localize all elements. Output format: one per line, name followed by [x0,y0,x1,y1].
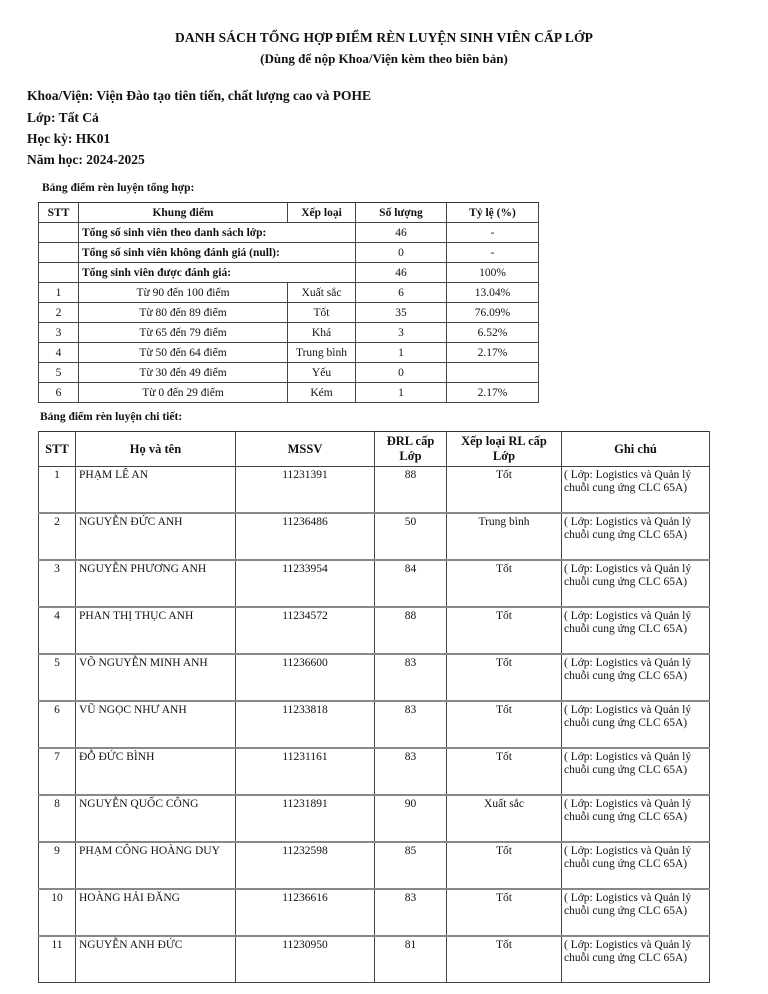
student-score: 84 [375,560,447,607]
summary-total-stt [39,223,79,243]
summary-total-label: Tổng sinh viên được đánh giá: [79,263,356,283]
student-row [39,936,710,983]
summary-ratio: 2.17% [447,343,539,363]
summary-total-row [39,223,539,243]
student-score: 83 [375,748,447,795]
summary-rank: Yếu [288,363,356,383]
student-name: NGUYỄN PHƯƠNG ANH [76,560,236,607]
detail-header-note: Ghi chú [562,432,710,467]
year-info: Năm học: 2024-2025 [27,152,145,167]
detail-header-score: ĐRL cấp Lớp [375,432,447,467]
summary-total-row [39,263,539,283]
summary-total-row [39,243,539,263]
student-row [39,842,710,889]
student-mssv: 11232598 [236,842,375,889]
summary-total-ratio: 100% [447,263,539,283]
student-note: ( Lớp: Logistics và Quản lý chuỗi cung ứng CLC 65A) [562,795,710,842]
summary-stt: 2 [39,303,79,323]
detail-table [38,431,710,983]
summary-count: 1 [356,383,447,403]
student-rank: Tốt [447,842,562,889]
student-row [39,607,710,654]
summary-range: Từ 30 đến 49 điểm [79,363,288,383]
student-score: 88 [375,467,447,514]
summary-row [39,343,539,363]
summary-range: Từ 50 đến 64 điểm [79,343,288,363]
summary-row [39,303,539,323]
student-score: 81 [375,936,447,983]
summary-section-label: Bảng điểm rèn luyện tổng hợp: [42,182,195,194]
summary-total-label: Tổng số sinh viên theo danh sách lớp: [79,223,356,243]
summary-rank: Xuất sắc [288,283,356,303]
student-row [39,513,710,560]
detail-header-name: Họ và tên [76,432,236,467]
summary-ratio [447,363,539,383]
summary-total-stt [39,243,79,263]
summary-table [38,202,539,403]
summary-total-stt [39,263,79,283]
student-name: NGUYỄN ĐỨC ANH [76,513,236,560]
summary-total-count: 0 [356,243,447,263]
summary-total-count: 46 [356,223,447,243]
student-note: ( Lớp: Logistics và Quản lý chuỗi cung ứng CLC 65A) [562,513,710,560]
student-stt: 1 [39,467,76,514]
student-stt: 11 [39,936,76,983]
student-row [39,467,710,514]
student-row [39,748,710,795]
student-row [39,795,710,842]
student-row [39,560,710,607]
summary-rank: Khá [288,323,356,343]
student-name: NGUYỄN ANH ĐỨC [76,936,236,983]
summary-ratio: 13.04% [447,283,539,303]
document-title: DANH SÁCH TỔNG HỢP ĐIỂM RÈN LUYỆN SINH VIÊN CẤP LỚP [175,30,593,45]
student-note: ( Lớp: Logistics và Quản lý chuỗi cung ứng CLC 65A) [562,748,710,795]
summary-row [39,383,539,403]
student-mssv: 11230950 [236,936,375,983]
summary-stt: 5 [39,363,79,383]
student-stt: 2 [39,513,76,560]
summary-range: Từ 65 đến 79 điểm [79,323,288,343]
summary-total-label: Tổng số sinh viên không đánh giá (null): [79,243,356,263]
summary-total-count: 46 [356,263,447,283]
student-stt: 5 [39,654,76,701]
summary-count: 6 [356,283,447,303]
student-score: 83 [375,701,447,748]
summary-stt: 3 [39,323,79,343]
summary-range: Từ 90 đến 100 điểm [79,283,288,303]
summary-ratio: 6.52% [447,323,539,343]
student-stt: 10 [39,889,76,936]
student-name: PHAN THỊ THỤC ANH [76,607,236,654]
student-stt: 7 [39,748,76,795]
semester-info: Học kỳ: HK01 [27,131,111,146]
student-name: HOÀNG HẢI ĐĂNG [76,889,236,936]
detail-section-label: Bảng điểm rèn luyện chi tiết: [40,411,183,423]
student-row [39,701,710,748]
detail-header-stt: STT [39,432,76,467]
student-mssv: 11236600 [236,654,375,701]
student-rank: Tốt [447,607,562,654]
student-name: PHẠM CÔNG HOÀNG DUY [76,842,236,889]
student-score: 85 [375,842,447,889]
student-rank: Tốt [447,748,562,795]
student-score: 88 [375,607,447,654]
summary-count: 35 [356,303,447,323]
class-info: Lớp: Tất Cả [27,110,99,125]
student-name: VŨ NGỌC NHƯ ANH [76,701,236,748]
student-mssv: 11236616 [236,889,375,936]
summary-total-ratio: - [447,243,539,263]
student-name: VÕ NGUYỄN MINH ANH [76,654,236,701]
summary-stt: 4 [39,343,79,363]
summary-stt: 1 [39,283,79,303]
student-score: 50 [375,513,447,560]
student-mssv: 11234572 [236,607,375,654]
student-score: 83 [375,889,447,936]
summary-header-ratio: Tỷ lệ (%) [447,203,539,223]
student-score: 83 [375,654,447,701]
student-rank: Tốt [447,701,562,748]
summary-range: Từ 80 đến 89 điểm [79,303,288,323]
summary-row [39,363,539,383]
summary-header-rank: Xếp loại [288,203,356,223]
student-mssv: 11231891 [236,795,375,842]
summary-total-ratio: - [447,223,539,243]
summary-header-row [39,203,539,223]
summary-row [39,283,539,303]
student-note: ( Lớp: Logistics và Quản lý chuỗi cung ứng CLC 65A) [562,701,710,748]
student-note: ( Lớp: Logistics và Quản lý chuỗi cung ứng CLC 65A) [562,936,710,983]
student-name: PHẠM LÊ AN [76,467,236,514]
student-rank: Tốt [447,936,562,983]
summary-range: Từ 0 đến 29 điểm [79,383,288,403]
student-rank: Tốt [447,889,562,936]
summary-ratio: 76.09% [447,303,539,323]
summary-header-stt: STT [39,203,79,223]
student-note: ( Lớp: Logistics và Quản lý chuỗi cung ứng CLC 65A) [562,467,710,514]
summary-rank: Tốt [288,303,356,323]
summary-count: 0 [356,363,447,383]
detail-header-rank: Xếp loại RL cấp Lớp [447,432,562,467]
summary-header-range: Khung điểm [79,203,288,223]
student-mssv: 11231161 [236,748,375,795]
detail-header-row [39,432,710,467]
summary-rank: Kém [288,383,356,403]
summary-rank: Trung bình [288,343,356,363]
student-note: ( Lớp: Logistics và Quản lý chuỗi cung ứng CLC 65A) [562,607,710,654]
student-rank: Tốt [447,654,562,701]
student-note: ( Lớp: Logistics và Quản lý chuỗi cung ứng CLC 65A) [562,842,710,889]
student-mssv: 11233954 [236,560,375,607]
student-score: 90 [375,795,447,842]
student-rank: Xuất sắc [447,795,562,842]
document-subtitle: (Dùng để nộp Khoa/Viện kèm theo biên bản) [260,51,508,66]
summary-stt: 6 [39,383,79,403]
student-note: ( Lớp: Logistics và Quản lý chuỗi cung ứng CLC 65A) [562,889,710,936]
student-mssv: 11231391 [236,467,375,514]
student-rank: Trung bình [447,513,562,560]
student-note: ( Lớp: Logistics và Quản lý chuỗi cung ứng CLC 65A) [562,560,710,607]
faculty-info: Khoa/Viện: Viện Đào tạo tiên tiến, chất lượng cao và POHE [27,88,371,103]
student-rank: Tốt [447,467,562,514]
summary-count: 1 [356,343,447,363]
summary-header-count: Số lượng [356,203,447,223]
student-note: ( Lớp: Logistics và Quản lý chuỗi cung ứng CLC 65A) [562,654,710,701]
student-name: ĐỖ ĐỨC BÌNH [76,748,236,795]
student-mssv: 11236486 [236,513,375,560]
student-row [39,889,710,936]
student-stt: 9 [39,842,76,889]
student-row [39,654,710,701]
student-stt: 8 [39,795,76,842]
student-name: NGUYỄN QUỐC CÔNG [76,795,236,842]
student-stt: 3 [39,560,76,607]
student-rank: Tốt [447,560,562,607]
detail-header-mssv: MSSV [236,432,375,467]
summary-count: 3 [356,323,447,343]
summary-ratio: 2.17% [447,383,539,403]
student-mssv: 11233818 [236,701,375,748]
student-stt: 6 [39,701,76,748]
student-stt: 4 [39,607,76,654]
summary-row [39,323,539,343]
